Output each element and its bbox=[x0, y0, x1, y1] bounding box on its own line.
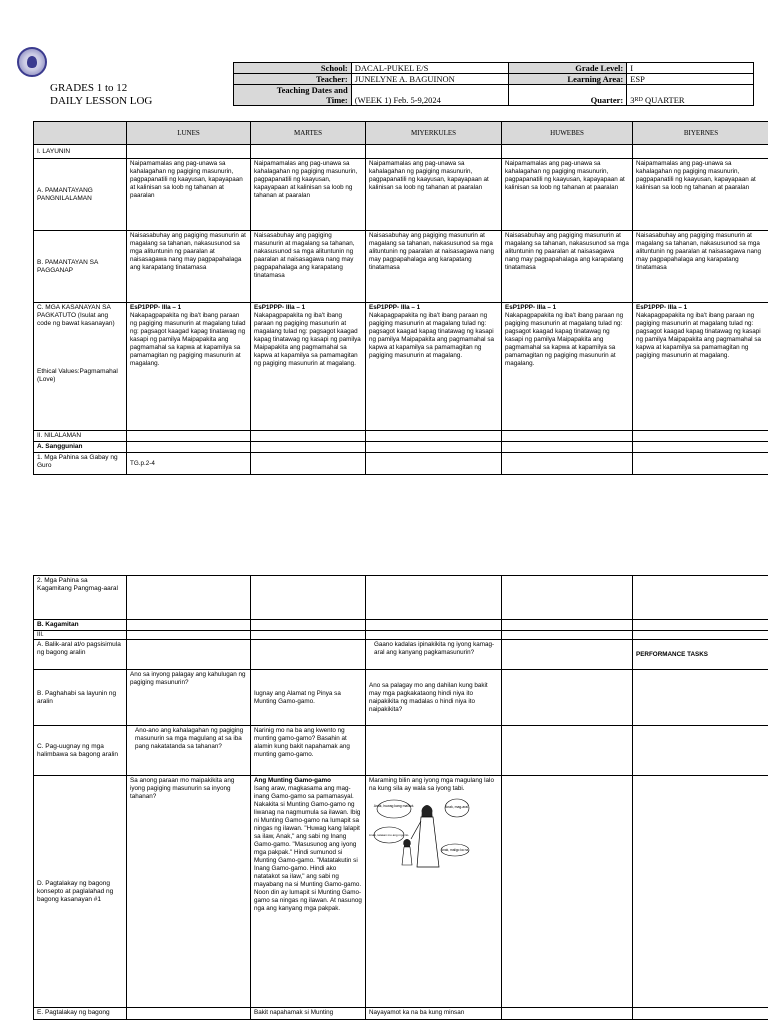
ethical-values-label: Ethical Values:Pagmamahal (Love) bbox=[37, 368, 118, 383]
page-one bbox=[0, 0, 768, 500]
pagganap-miyerkules: Naisasabuhay ang pagiging masunurin at magalang sa tahanan, nakasusunod sa mga alituntunin ng paaralan at naisasagawa nang may pagpapahalaga ang karapatang tinatamasa bbox=[366, 231, 502, 303]
kasanayan-biyernes bbox=[633, 303, 768, 431]
bubble-1: Anak, huwag kang malikot. bbox=[373, 804, 415, 808]
pamantayang-label: A. PAMANTAYANG PANGNILALAMAN bbox=[34, 159, 127, 231]
story-title: Ang Munting Gamo-gamo bbox=[254, 777, 331, 784]
lesson-log-table-page2 bbox=[33, 575, 768, 1020]
kasanayan-code: EsP1PPP- IIIa – 1 bbox=[254, 304, 306, 311]
pagtalakay1-row bbox=[34, 776, 768, 1008]
mother-child-illustration bbox=[369, 795, 487, 873]
pagganap-biyernes: Naisasabuhay ang pagiging masunurin at magalang sa tahanan, nakasusunod sa mga alituntunin ng paaralan at naisasagawa nang may pagpapahalaga ang karapatang tinatamasa bbox=[633, 231, 768, 303]
paghahabi-lunes: Ano sa inyong palagay ang kahulugan ng pagiging masunurin? bbox=[127, 670, 251, 726]
dates-label bbox=[234, 85, 352, 106]
paguugnay-lunes: Ano-ano ang kahalagahan ng pagiging masunurin sa mga magulang at sa iba pang nakatatanda sa tahanan? bbox=[127, 726, 251, 776]
kasanayan-miyerkules bbox=[366, 303, 502, 431]
kasanayan-label: C. MGA KASANAYAN SA PAGKATUTO (Isulat ang code ng bawat kasanayan) bbox=[37, 304, 115, 327]
kasanayan-text: Nakapagpapakita ng iba't ibang paraan ng pagiging masunurin at magalang tulad ng: pagsagot kaagad kapag tinatawag ng kasapi ng pamilya Maipapakita ang pagmamahal sa kapwa at kapamilya sa pamamagitan ng pagiging masunurin at magalang. bbox=[130, 312, 246, 367]
pagtalakay2-row bbox=[34, 1008, 768, 1020]
kasanayan-huwebes bbox=[502, 303, 633, 431]
pagganap-lunes: Naisasabuhay ang pagiging masunurin at magalang sa tahanan, nakasusunod sa mga alituntunin ng paaralan at naisasagawa nang may pagpapahalaga ang karapatang tinatamasa bbox=[127, 231, 251, 303]
pamantayang-huwebes: Naipamamalas ang pag-unawa sa kahalagahan ng pagiging masunurin, pagpapanatili ng kaayusan, kapayapaan at kalinisan sa loob ng tahanan at paaralan bbox=[502, 159, 633, 231]
layunin-label: I. LAYUNIN bbox=[34, 145, 127, 159]
pagtalakay1-miyerkules bbox=[366, 776, 502, 1008]
balik-aral-row bbox=[34, 640, 768, 670]
balik-aral-label: A. Balik-aral at/o pagsisimula ng bagong aralin bbox=[34, 640, 127, 670]
paghahabi-miyerkules: Ano sa palagay mo ang dahilan kung bakit may mga pagkakataong hindi niya ito naipakikita ng madalas o hindi niya ito naipakikita? bbox=[366, 670, 502, 726]
kagamitang-label: 2. Mga Pahina sa Kagamitang Pangmag-aaral bbox=[34, 576, 127, 620]
quarter-label: Quarter: bbox=[509, 85, 627, 106]
pagganap-huwebes: Naisasabuhay ang pagiging masunurin at magalang sa tahanan, nakasusunod sa mga alituntunin ng paaralan at naisasagawa nang may pagpapahalaga ang karapatang tinatamasa bbox=[502, 231, 633, 303]
gabay-row bbox=[34, 453, 768, 475]
paghahabi-row bbox=[34, 670, 768, 726]
pagtalakay1-label: D. Pagtalakay ng bagong konsepto at paglalahad ng bagong kasanayan #1 bbox=[34, 776, 127, 1008]
pagganap-label: B. PAMANTAYAN SA PAGGANAP bbox=[34, 231, 127, 303]
pagganap-martes: Naisasabuhay ang pagiging masunurin at magalang sa tahanan, nakasusunod sa mga alituntunin ng paaralan at naisasagawa nang may pagpapahalaga ang karapatang tinatamasa bbox=[251, 231, 366, 303]
day-martes: MARTES bbox=[251, 122, 366, 145]
pamantayang-miyerkules: Naipamamalas ang pag-unawa sa kahalagahan ng pagiging masunurin, pagpapanatili ng kaayusan, kapayapaan at kalinisan sa loob ng tahanan at paaralan bbox=[366, 159, 502, 231]
kasanayan-text: Nakapagpapakita ng iba't ibang paraan ng pagiging masunurin at magalang tulad ng: pagsagot kaagad kapag tinatawag ng kasapi ng pamilya Maipapakita ang pagmamahal sa kapwa at kapamilya sa pamamagitan ng pagiging masunurin at magalang. bbox=[636, 312, 761, 359]
dates-label-line1: Teaching Dates and bbox=[276, 85, 348, 95]
paghahabi-label: B. Paghahabi sa layunin ng aralin bbox=[34, 670, 127, 726]
paguugnay-row bbox=[34, 726, 768, 776]
quarter-word: QUARTER bbox=[644, 95, 685, 105]
quarter-suffix: RD bbox=[634, 97, 643, 103]
gabay-label: 1. Mga Pahina sa Gabay ng Guro bbox=[34, 453, 127, 475]
page-two bbox=[0, 550, 768, 1024]
doc-title-line2: DAILY LESSON LOG bbox=[50, 95, 153, 107]
sanggunian-label: A. Sanggunian bbox=[34, 442, 127, 453]
teacher-value: JUNELYNE A. BAGUINON bbox=[351, 74, 509, 85]
iii-label: III. bbox=[34, 631, 127, 640]
bubble-4: Anak, maligo ka na. bbox=[441, 848, 469, 852]
day-biyernes: BIYERNES bbox=[633, 122, 768, 145]
kasanayan-text: Nakapagpapakita ng iba't ibang paraan ng pagiging masunurin at magalang tulad ng: pagsagot kaagad kapag tinatawag ng kasapi ng pamilya Maipapakita ang pagmamahal sa kapwa at kapamilya sa pamamagitan ng pagiging masunurin at magalang. bbox=[505, 312, 624, 367]
sanggunian-row bbox=[34, 442, 768, 453]
quarter-number: 3 bbox=[630, 95, 635, 105]
pamantayang-row bbox=[34, 159, 768, 231]
quarter-value bbox=[627, 85, 754, 106]
teacher-label: Teacher: bbox=[234, 74, 352, 85]
paguugnay-martes: Narinig mo na ba ang kwento ng munting gamo-gamo? Basahin at alamin kung bakit napahamak ang munting gamo-gamo. bbox=[251, 726, 366, 776]
dates-value: (WEEK 1) Feb. 5-9,2024 bbox=[351, 85, 509, 106]
school-value: DACAL-PUKEL E/S bbox=[351, 63, 509, 74]
pagtalakay2-miyerkules: Nayayamot ka na ba kung minsan bbox=[366, 1008, 502, 1020]
kasanayan-code: EsP1PPP- IIIa – 1 bbox=[505, 304, 557, 311]
school-label: School: bbox=[234, 63, 352, 74]
pamantayang-martes: Naipamamalas ang pag-unawa sa kahalagahan ng pagiging masunurin, pagpapanatili ng kaayusan, kapayapaan at kalinisan sa loob ng tahanan at paaralan bbox=[251, 159, 366, 231]
gabay-lunes: TG.p.2-4 bbox=[127, 453, 251, 475]
balik-aral-miyerkules: Gaano kadalas ipinakikita ng iyong kamag-aral ang kanyang pagkamasunurin? bbox=[366, 640, 502, 670]
story-text: Isang araw, magkasama ang mag-inang Gamo-gamo sa pamamasyal. Nakakita si Munting Gamo-gamo ng liwanag na nagmumula sa ilawan. Ibig ni Munting Gamo-gamo na lumapit sa ningas ng ilawan. "Huwag kang lalapit sa ilaw, Anak," ang sabi ng Inang Gamo-gamo. "Masusunog ang iyong mga pakpak." Hindi sumunod si Munting Gamo-gamo. "Matatakutin si Inang Gamo-gamo. Hindi ako natatakot sa ilaw," ang sabi ng mayabang na si Munting Gamo-gamo. Noon din ay lumapit si Munting Gamo-gamo sa ningas ng ilawan. At nasunog nga ang kanyang mga pakpak. bbox=[254, 785, 362, 912]
kasanayan-martes bbox=[251, 303, 366, 431]
pagtalakay2-label: E. Pagtalakay ng bagong bbox=[34, 1008, 127, 1020]
kasanayan-lunes bbox=[127, 303, 251, 431]
pagtalakay2-martes: Bakit napahamak si Munting bbox=[251, 1008, 366, 1020]
dates-label-line2: Time: bbox=[326, 95, 348, 105]
day-header-row bbox=[34, 122, 768, 145]
kasanayan-code: EsP1PPP- IIIa – 1 bbox=[636, 304, 688, 311]
page-gap bbox=[0, 500, 768, 550]
kasanayan-code: EsP1PPP- IIIa – 1 bbox=[130, 304, 182, 311]
nilalaman-row bbox=[34, 431, 768, 442]
header-info-table bbox=[233, 62, 754, 106]
kasanayan-code: EsP1PPP- IIIa – 1 bbox=[369, 304, 421, 311]
bilin-text: Maraming bilin ang iyong mga magulang lalo na kung sila ay wala sa iyong tabi. bbox=[369, 777, 494, 792]
kasanayan-label-cell bbox=[34, 303, 127, 431]
kasanayan-row bbox=[34, 303, 768, 431]
kasanayan-text: Nakapagpapakita ng iba't ibang paraan ng pagiging masunurin at magalang tulad ng: pagsagot kaagad kapag tinatawag ng kasapi ng pamilya Maipapakita ang pagmamahal sa kapwa at kapamilya sa pamamagitan ng pagiging masunurin at magalang. bbox=[369, 312, 494, 359]
bubble-3: Anak, iwasan mo ang mga ito. bbox=[369, 833, 410, 837]
nilalaman-label: II. NILALAMAN bbox=[34, 431, 127, 442]
pamantayang-biyernes: Naipamamalas ang pag-unawa sa kahalagahan ng pagiging masunurin, pagpapanatili ng kaayusan, kapayapaan at kalinisan sa loob ng tahanan at paaralan bbox=[633, 159, 768, 231]
performance-tasks: PERFORMANCE TASKS bbox=[633, 640, 768, 670]
day-miyerkules: MIYERKULES bbox=[366, 122, 502, 145]
pamantayang-lunes: Naipamamalas ang pag-unawa sa kahalagahan ng pagiging masunurin, pagpapanatili ng kaayusan, kapayapaan at kalinisan sa loob ng tahanan at paaralan bbox=[127, 159, 251, 231]
grade-level-value: I bbox=[627, 63, 754, 74]
day-lunes: LUNES bbox=[127, 122, 251, 145]
learning-area-label: Learning Area: bbox=[509, 74, 627, 85]
bubble-2: Anak, mag-aral. bbox=[445, 805, 469, 809]
paghahabi-martes: Iugnay ang Alamat ng Pinya sa Munting Gamo-gamo. bbox=[251, 670, 366, 726]
kagamitang-row bbox=[34, 576, 768, 620]
corner-cell bbox=[34, 122, 127, 145]
layunin-row bbox=[34, 145, 768, 159]
doc-title-line1: GRADES 1 to 12 bbox=[50, 82, 128, 94]
day-huwebes: HUWEBES bbox=[502, 122, 633, 145]
deped-seal-icon bbox=[17, 47, 47, 77]
grade-level-label: Grade Level: bbox=[509, 63, 627, 74]
pagganap-row bbox=[34, 231, 768, 303]
pagtalakay1-lunes: Sa anong paraan mo maipakikita ang iyong pagiging masunurin sa inyong tahanan? bbox=[127, 776, 251, 1008]
kagamitan-row bbox=[34, 620, 768, 631]
iii-row bbox=[34, 631, 768, 640]
paguugnay-label: C. Pag-uugnay ng mga halimbawa sa bagong aralin bbox=[34, 726, 127, 776]
learning-area-value: ESP bbox=[627, 74, 754, 85]
kasanayan-text: Nakapagpapakita ng iba't ibang paraan ng pagiging masunurin at magalang tulad ng: pagsagot kaagad kapag tinatawag ng kasapi ng pamilya Maipapakita ang pagmamahal sa kapwa at kapamilya sa pamamagitan ng pagiging masunurin at magalang. bbox=[254, 312, 361, 367]
lesson-log-table-page1 bbox=[33, 121, 768, 475]
pagtalakay1-martes bbox=[251, 776, 366, 1008]
kagamitan-label: B. Kagamitan bbox=[34, 620, 127, 631]
